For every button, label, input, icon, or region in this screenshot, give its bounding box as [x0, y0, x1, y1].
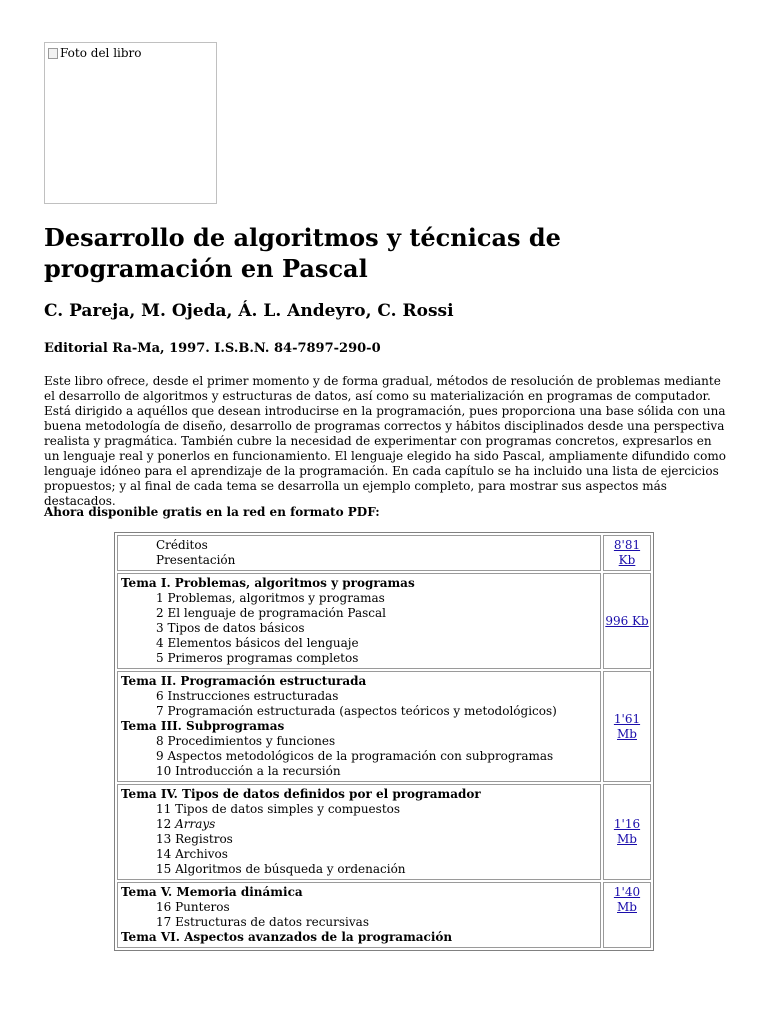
broken-image-placeholder [48, 46, 142, 60]
chapter-item: Presentación [156, 553, 236, 567]
contents-cell [117, 535, 601, 571]
contents-table [114, 532, 654, 951]
size-cell [603, 671, 651, 782]
size-cell [603, 573, 651, 669]
book-authors: C. Pareja, M. Ojeda, Á. L. Andeyro, C. Rossi [44, 301, 454, 321]
broken-image-icon [48, 48, 58, 59]
chapter-item: 3 Tipos de datos básicos [156, 621, 305, 635]
chapter-item: 8 Procedimientos y funciones [156, 734, 336, 748]
chapter-item: 13 Registros [156, 832, 233, 846]
tema-heading: Tema I. Problemas, algoritmos y programas [121, 576, 415, 590]
chapter-item: 5 Primeros programas completos [156, 651, 359, 665]
table-row [117, 671, 651, 782]
page-title: Desarrollo de algoritmos y técnicas de programación en Pascal [44, 223, 561, 283]
chapter-item: 14 Archivos [156, 847, 228, 861]
chapter-item: 17 Estructuras de datos recursivas [156, 915, 369, 929]
italic-term: Arrays [175, 817, 216, 831]
size-cell [603, 535, 651, 571]
book-photo [44, 42, 217, 204]
size-cell [603, 882, 651, 948]
table-row [117, 573, 651, 669]
chapter-item: 4 Elementos básicos del lenguaje [156, 636, 359, 650]
chapter-item: 16 Punteros [156, 900, 230, 914]
pdf-download-link[interactable]: 1'61 Mb [613, 711, 641, 741]
chapter-item: 2 El lenguaje de programación Pascal [156, 606, 386, 620]
tema-heading: Tema VI. Aspectos avanzados de la programación [121, 930, 453, 944]
contents-cell [117, 882, 601, 948]
table-row [117, 784, 651, 880]
table-row [117, 535, 651, 571]
chapter-item: 9 Aspectos metodológicos de la programación con subprogramas [156, 749, 554, 763]
chapter-item: 15 Algoritmos de búsqueda y ordenación [156, 862, 406, 876]
chapter-item: 1 Problemas, algoritmos y programas [156, 591, 385, 605]
tema-heading: Tema IV. Tipos de datos definidos por el programador [121, 787, 481, 801]
pdf-download-link[interactable]: 1'40 Mb [613, 885, 641, 914]
chapter-item: 12 Arrays [156, 817, 216, 831]
book-photo-alt: Foto del libro [60, 46, 142, 60]
download-heading: Ahora disponible gratis en la red en formato PDF: [44, 505, 380, 519]
contents-cell [117, 784, 601, 880]
tema-heading: Tema V. Memoria dinámica [121, 885, 303, 899]
table-row [117, 882, 651, 948]
book-description: Este libro ofrece, desde el primer momento y de forma gradual, métodos de resolución de problemas mediante el desarrollo de algoritmos y estructuras de datos, así como su materialización en programas de computador. Está dirigido a aquéllos que desean introducirse en la programación, pues proporciona una base sólida con una buena metodología de diseño, desarrollo de programas correctos y hábitos disciplinados desde una perspectiva realista y pragmática. También cubre la necesidad de experimentar con programas concretos, expresarlos en un lenguaje real y ponerlos en funcionamiento. El lenguaje elegido ha sido Pascal, ampliamente difundido como lenguaje idóneo para el aprendizaje de la programación. En cada capítulo se ha incluido una lista de ejercicios propuestos; y al final de cada tema se desarrolla un ejemplo completo, para mostrar sus aspectos más destacados. [44, 374, 726, 508]
book-publisher: Editorial Ra-Ma, 1997. I.S.B.N. 84-7897-290-0 [44, 341, 381, 356]
chapter-item: Créditos [156, 538, 208, 552]
chapter-item: 11 Tipos de datos simples y compuestos [156, 802, 401, 816]
chapter-item: 7 Programación estructurada (aspectos teóricos y metodológicos) [156, 704, 557, 718]
contents-cell [117, 573, 601, 669]
tema-heading: Tema II. Programación estructurada [121, 674, 367, 688]
tema-heading: Tema III. Subprogramas [121, 719, 285, 733]
pdf-download-link[interactable]: 8'81 Kb [613, 538, 641, 567]
size-cell [603, 784, 651, 880]
chapter-item: 10 Introducción a la recursión [156, 764, 341, 778]
contents-cell [117, 671, 601, 782]
chapter-item: 6 Instrucciones estructuradas [156, 689, 339, 703]
pdf-download-link[interactable]: 996 Kb [605, 613, 649, 628]
pdf-download-link[interactable]: 1'16 Mb [613, 817, 641, 846]
